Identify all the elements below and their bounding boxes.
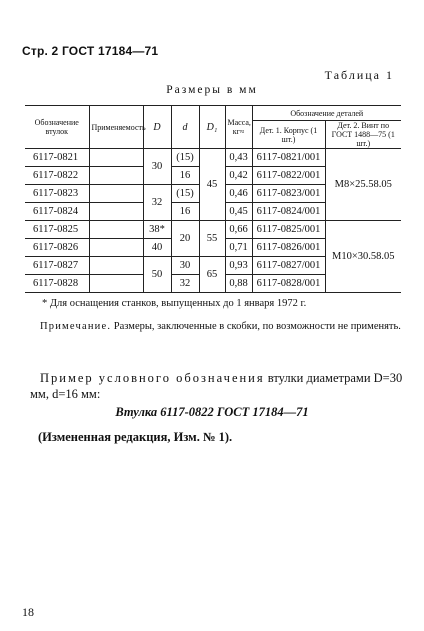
table-number: Таблица 1: [324, 68, 394, 82]
mass-cell: 0,88: [225, 275, 252, 293]
applicability-cell: [89, 167, 143, 185]
mass-cell: 0,42: [225, 167, 252, 185]
mass-cell: 0,46: [225, 185, 252, 203]
header-applicability: Применяемость: [89, 106, 143, 149]
applicability-cell: [89, 239, 143, 257]
applicability-cell: [89, 221, 143, 239]
designation-cell: 6117-0823: [25, 185, 89, 203]
page-header: Стр. 2 ГОСТ 17184—71: [22, 44, 159, 58]
header-d: d: [171, 106, 199, 149]
D1-cell: 65: [199, 257, 225, 293]
note-label: Примечание.: [40, 321, 112, 332]
D1-cell: 55: [199, 221, 225, 257]
designation-cell: 6117-0826: [25, 239, 89, 257]
part1-cell: 6117-0821/001: [252, 149, 325, 167]
header-part1: Дет. 1. Корпус (1 шт.): [252, 121, 325, 149]
mass-cell: 0,93: [225, 257, 252, 275]
header-parts-group: Обозначение деталей: [252, 106, 401, 121]
part1-cell: 6117-0828/001: [252, 275, 325, 293]
designation-cell: 6117-0821: [25, 149, 89, 167]
D1-cell: 45: [199, 149, 225, 221]
mass-cell: 0,43: [225, 149, 252, 167]
d-cell: 32: [171, 275, 199, 293]
designation-example: Втулка 6117-0822 ГОСТ 17184—71: [115, 405, 309, 419]
D-cell: 38*: [143, 221, 171, 239]
sizes-caption: Размеры в мм: [166, 84, 258, 96]
header-D: D: [143, 106, 171, 149]
applicability-cell: [89, 149, 143, 167]
part1-cell: 6117-0822/001: [252, 167, 325, 185]
D-cell: 50: [143, 257, 171, 293]
D-cell: 32: [143, 185, 171, 221]
designation-cell: 6117-0828: [25, 275, 89, 293]
d-cell: (15): [171, 185, 199, 203]
applicability-cell: [89, 257, 143, 275]
header-mass: Масса, кг≈: [225, 106, 252, 149]
D-cell: 30: [143, 149, 171, 185]
applicability-cell: [89, 185, 143, 203]
d-cell: 16: [171, 167, 199, 185]
designation-cell: 6117-0825: [25, 221, 89, 239]
d-cell: (15): [171, 149, 199, 167]
header-D1: D₁: [199, 106, 225, 149]
note-text: Размеры, заключенные в скобки, по возможности не применять.: [111, 321, 401, 332]
designation-cell: 6117-0824: [25, 203, 89, 221]
footnote: * Для оснащения станков, выпущенных до 1 января 1972 г.: [42, 298, 307, 309]
example-paragraph: [30, 370, 410, 402]
D-cell: 40: [143, 239, 171, 257]
header-designation: Обозначение втулок: [25, 106, 89, 149]
d-cell: 16: [171, 203, 199, 221]
footnote-divider: [25, 292, 75, 293]
designation-cell: 6117-0827: [25, 257, 89, 275]
applicability-cell: [89, 275, 143, 293]
page-number: 18: [22, 605, 34, 619]
example-text: втулки диаметрами D=30 мм, d=16 мм:: [30, 371, 403, 401]
mass-cell: 0,45: [225, 203, 252, 221]
part1-cell: 6117-0825/001: [252, 221, 325, 239]
mass-cell: 0,71: [225, 239, 252, 257]
mass-cell: 0,66: [225, 221, 252, 239]
note-paragraph: [30, 319, 405, 334]
part1-cell: 6117-0823/001: [252, 185, 325, 203]
header-part2: Дет. 2. Винт по ГОСТ 1488—75 (1 шт.): [325, 121, 401, 149]
part2-cell: M10×30.58.05: [325, 221, 401, 293]
designation-cell: 6117-0822: [25, 167, 89, 185]
changed-edition: (Измененная редакция, Изм. № 1).: [38, 430, 233, 444]
part1-cell: 6117-0827/001: [252, 257, 325, 275]
table-row: [25, 149, 401, 167]
part2-cell: M8×25.58.05: [325, 149, 401, 221]
applicability-cell: [89, 203, 143, 221]
d-cell: 20: [171, 221, 199, 257]
example-lead: Пример условного обозначения: [40, 371, 265, 385]
part1-cell: 6117-0826/001: [252, 239, 325, 257]
table-row: [25, 221, 401, 239]
part1-cell: 6117-0824/001: [252, 203, 325, 221]
d-cell: 30: [171, 257, 199, 275]
bushings-table: [25, 105, 401, 293]
